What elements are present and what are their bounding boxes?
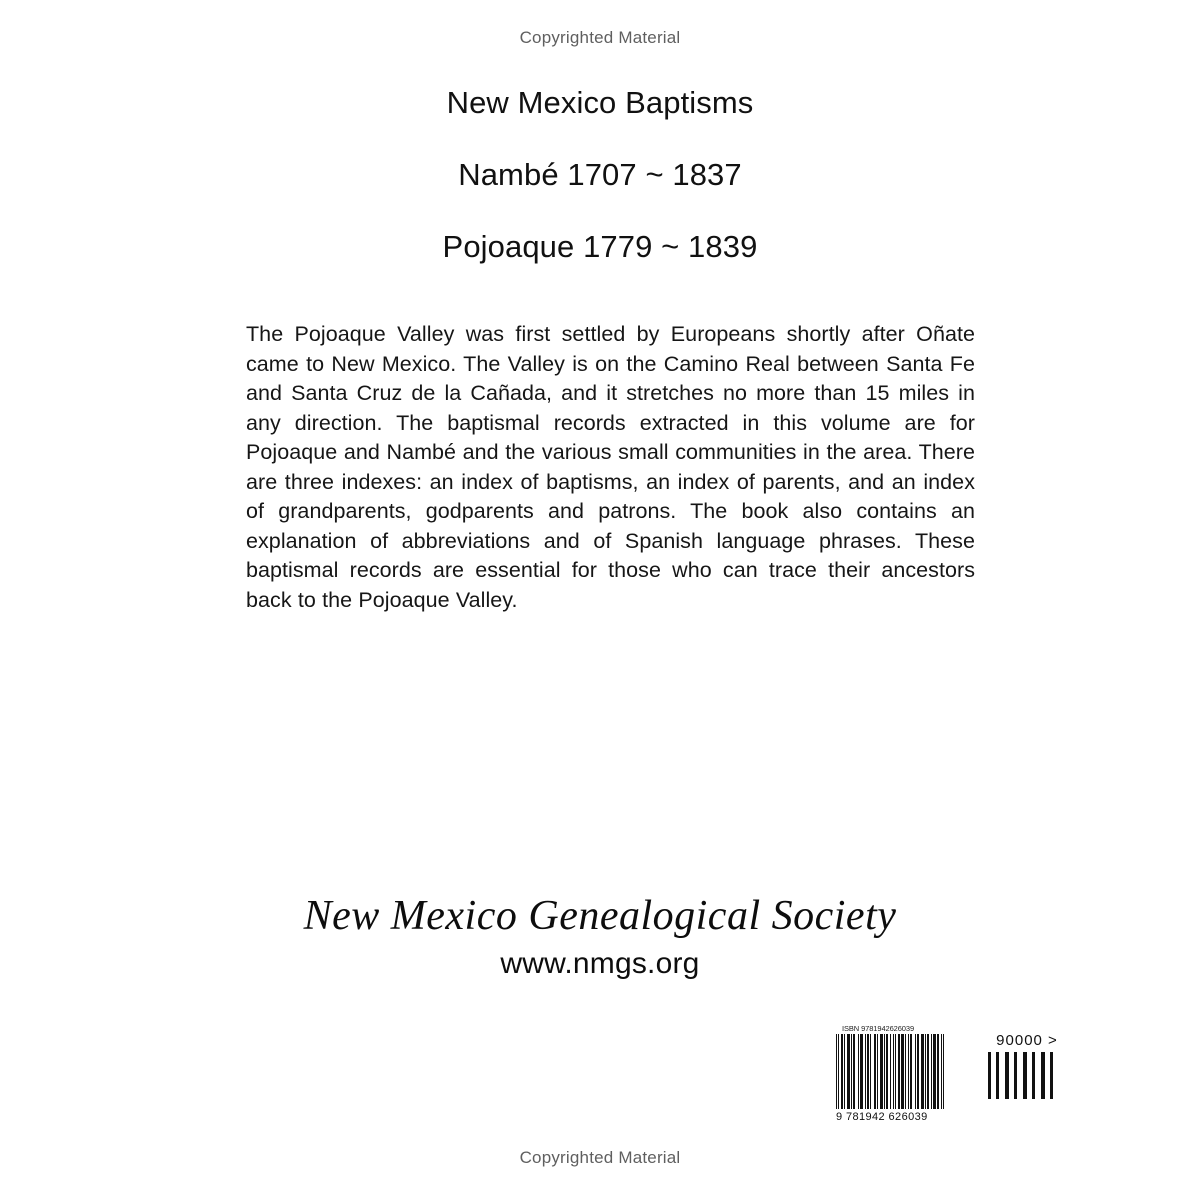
publisher-name: New Mexico Genealogical Society: [303, 893, 897, 939]
copyrighted-material-watermark-top: Copyrighted Material: [519, 28, 681, 47]
addon-bars: [988, 1052, 1066, 1099]
barcode-block: [836, 1024, 1076, 1152]
isbn-label: ISBN 9781942626039: [842, 1024, 915, 1033]
subtitle-pojoaque: Pojoaque 1779 ~ 1839: [442, 229, 758, 264]
back-cover-description: The Pojoaque Valley was first settled by Europeans shortly after Oñate came to New Mexico. The Valley is on the Camino Real between Santa Fe and Santa Cruz de la Cañada, and it stretches no more than 15 miles in any direction. The baptismal records extracted in this volume are for Pojoaque and Nambé and the various small communities in the area. There are three indexes: an index of baptisms, an index of parents, and an index of grandparents, godparents and patrons. The book also contains an explanation of abbreviations and of Spanish language phrases. These baptismal records are essential for those who can trace their ancestors back to the Pojoaque Valley.: [246, 322, 975, 612]
publisher-block: [0, 892, 1200, 982]
copyrighted-material-watermark-bottom: Copyrighted Material: [519, 1148, 681, 1167]
ean13-digits: 9 781942 626039: [836, 1111, 928, 1123]
price-addon-barcode: [988, 1032, 1066, 1099]
publisher-website: www.nmgs.org: [500, 947, 700, 980]
addon-value: 90000 >: [996, 1032, 1058, 1049]
title-block: [0, 84, 1200, 266]
subtitle-nambe: Nambé 1707 ~ 1837: [458, 157, 742, 192]
book-title: New Mexico Baptisms: [446, 85, 754, 120]
ean13-bars: [836, 1034, 976, 1109]
ean13-barcode: [836, 1024, 976, 1124]
